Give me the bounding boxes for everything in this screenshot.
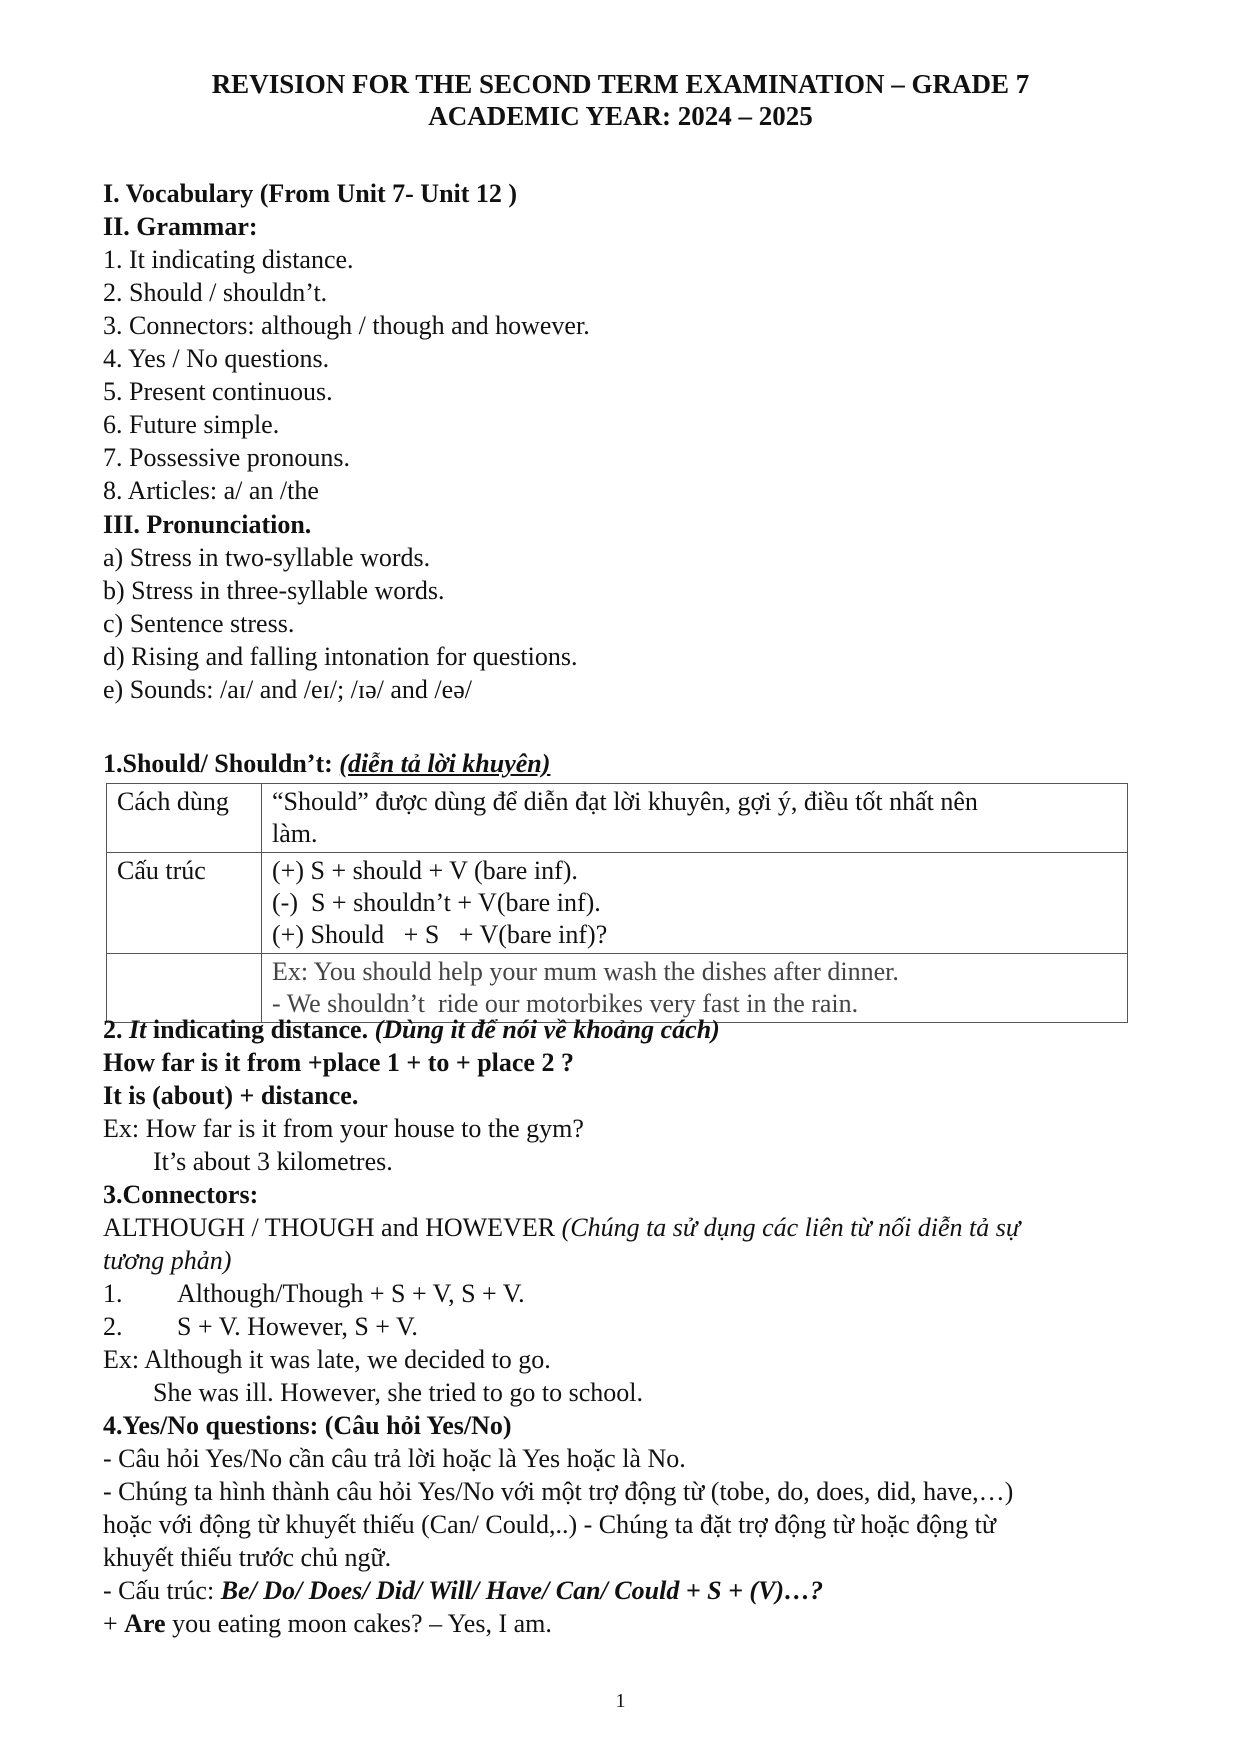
grammar-item: 8. Articles: a/ an /the (103, 476, 319, 505)
pronunciation-item: c) Sentence stress. (103, 609, 295, 638)
usage-text: “Should” được dùng để diễn đạt lời khuyên, gợi ý, điều tốt nhất nên (272, 787, 978, 816)
connector-rule (103, 1312, 418, 1342)
grammar-item: 7. Possessive pronouns. (103, 443, 351, 472)
should-heading-text: 1.Should/ Shouldn’t: (103, 749, 340, 778)
document-title: REVISION FOR THE SECOND TERM EXAMINATION – GRADE 7 (211, 69, 1030, 99)
pronunciation-item: e) Sounds: /aɪ/ and /eɪ/; /ɪə/ and /eə/ (103, 675, 472, 704)
pronunciation-item: a) Stress in two-syllable words. (103, 543, 431, 572)
structure-cell (262, 853, 1128, 954)
empty-cell (107, 954, 262, 1023)
connectors-example: She was ill. However, she tried to go to school. (153, 1378, 643, 1407)
yesno-structure (103, 1576, 823, 1606)
rule-number: 1. (103, 1279, 123, 1308)
rule-number: 2. (103, 1312, 123, 1341)
connectors-example: Ex: Although it was late, we decided to go. (103, 1345, 551, 1374)
should-heading (103, 749, 550, 779)
grammar-item: 3. Connectors: although / though and however. (103, 311, 590, 340)
structure-line: (+) S + should + V (bare inf). (272, 856, 578, 885)
distance-answer-pattern: It is (about) + distance. (103, 1081, 359, 1110)
yesno-text: hoặc với động từ khuyết thiếu (Can/ Could,..) - Chúng ta đặt trợ động từ hoặc động từ (103, 1510, 996, 1539)
structure-line: (-) S + shouldn’t + V(bare inf). (272, 888, 601, 917)
usage-text: làm. (272, 819, 318, 848)
yesno-text: khuyết thiếu trước chủ ngữ. (103, 1543, 392, 1572)
connectors-heading: 3.Connectors: (103, 1180, 259, 1209)
usage-cell (262, 784, 1128, 853)
rule-text: S + V. However, S + V. (177, 1312, 418, 1341)
structure-label-cell (107, 853, 262, 954)
distance-heading-text: indicating distance. (146, 1015, 375, 1044)
example-line: - We shouldn’t ride our motorbikes very fast in the rain. (272, 989, 859, 1018)
structure-label: - Cấu trúc: (103, 1576, 221, 1605)
distance-example-question: Ex: How far is it from your house to the gym? (103, 1114, 584, 1143)
connectors-intro-note-cont: tương phản) (103, 1246, 232, 1275)
grammar-item: 6. Future simple. (103, 410, 280, 439)
distance-question-pattern: How far is it from +place 1 + to + place 2 ? (103, 1048, 574, 1077)
connectors-intro-note: (Chúng ta sử dụng các liên từ nối diễn tả sự (561, 1213, 1021, 1242)
pronunciation-item: b) Stress in three-syllable words. (103, 576, 445, 605)
should-table (106, 783, 1128, 1023)
table-row (107, 784, 1128, 853)
connectors-intro (103, 1213, 1020, 1243)
table-row (107, 954, 1128, 1023)
yesno-example (103, 1609, 552, 1639)
example-prefix: + (103, 1609, 125, 1638)
distance-heading-num: 2. (103, 1015, 129, 1044)
vocabulary-heading: I. Vocabulary (From Unit 7- Unit 12 ) (103, 179, 518, 208)
usage-label-cell (107, 784, 262, 853)
structure-line: (+) Should + S + V(bare inf)? (272, 920, 608, 949)
page-number: 1 (615, 1690, 626, 1712)
yesno-heading: 4.Yes/No questions: (Câu hỏi Yes/No) (103, 1411, 512, 1440)
distance-heading-it: It (129, 1015, 147, 1044)
example-line: Ex: You should help your mum wash the dishes after dinner. (272, 957, 899, 986)
grammar-item: 5. Present continuous. (103, 377, 333, 406)
connector-rule (103, 1279, 525, 1309)
distance-heading (103, 1015, 720, 1045)
yesno-text: - Chúng ta hình thành câu hỏi Yes/No với một trợ động từ (tobe, do, does, did, have,…) (103, 1477, 1014, 1506)
example-bold: Are (124, 1609, 166, 1638)
table-row (107, 853, 1128, 954)
structure-formula: Be/ Do/ Does/ Did/ Will/ Have/ Can/ Could + S + (V)…? (220, 1576, 824, 1605)
connectors-intro-text: ALTHOUGH / THOUGH and HOWEVER (103, 1213, 562, 1242)
usage-label: Cách dùng (117, 787, 229, 816)
grammar-item: 4. Yes / No questions. (103, 344, 330, 373)
grammar-heading: II. Grammar: (103, 212, 258, 241)
grammar-item: 2. Should / shouldn’t. (103, 278, 328, 307)
structure-label: Cấu trúc (117, 856, 206, 885)
distance-example-answer: It’s about 3 kilometres. (153, 1147, 393, 1176)
pronunciation-item: d) Rising and falling intonation for questions. (103, 642, 578, 671)
pronunciation-heading: III. Pronunciation. (103, 510, 312, 539)
should-heading-note: (diễn tả lời khuyên) (339, 749, 551, 778)
example-cell (262, 954, 1128, 1023)
rule-text: Although/Though + S + V, S + V. (177, 1279, 525, 1308)
academic-year: ACADEMIC YEAR: 2024 – 2025 (428, 101, 813, 131)
yesno-text: - Câu hỏi Yes/No cần câu trả lời hoặc là Yes hoặc là No. (103, 1444, 686, 1473)
example-text: you eating moon cakes? – Yes, I am. (165, 1609, 552, 1638)
grammar-item: 1. It indicating distance. (103, 245, 354, 274)
distance-heading-note: (Dùng it để nói về khoảng cách) (374, 1015, 720, 1044)
